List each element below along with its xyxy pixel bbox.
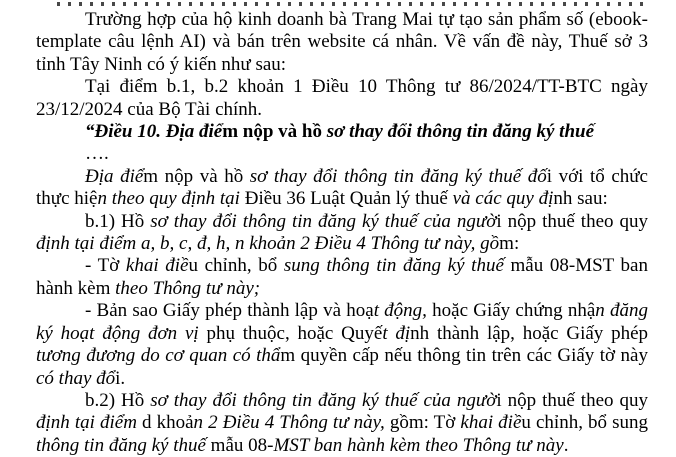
- text-segment: sơ thay đổi thông tin đăng ký thuế: [326, 121, 595, 143]
- text-segment: thông tin đăng ký thuế: [36, 434, 211, 456]
- text-segment: định tại điểm: [36, 412, 143, 434]
- heading-article-10: [36, 121, 648, 143]
- text-segment: d khoả: [142, 412, 194, 434]
- text-segment: và các quy đị: [452, 188, 554, 210]
- text-segment: n 2 Điều 4 Thông tư này,: [193, 412, 390, 434]
- text-segment: - Bản sao Giấy phép thành lập và hoạ: [85, 300, 374, 322]
- text-segment: .: [563, 434, 569, 456]
- text-segment: t động,: [373, 300, 433, 322]
- text-segment: b.2) Hồ: [85, 389, 151, 411]
- text-segment: m nộp và hồ: [143, 165, 250, 187]
- paragraph-point-b1: [36, 211, 648, 256]
- text-segment: sơ thay đổi thông tin đăng ký thuế đố: [249, 165, 547, 187]
- text-segment: có thay đổ: [36, 367, 116, 389]
- text-segment: - Tờ: [85, 255, 126, 277]
- text-segment: phụ thuộc, hoặc Quyế: [206, 322, 383, 344]
- text-segment: “Điều 10. Địa điể: [85, 121, 223, 143]
- text-segment: nh sau:: [553, 188, 608, 210]
- text-segment: u chỉnh, bổ: [188, 255, 284, 277]
- text-segment: gồm: Tờ: [389, 412, 461, 434]
- text-segment: i nộp thuế theo quy: [496, 389, 648, 411]
- paragraph-article-10-intro: [36, 166, 648, 211]
- paragraph-case-description: [36, 9, 648, 76]
- text-segment: n theo quy định tại: [97, 188, 245, 210]
- text-segment: b.1) Hồ: [85, 210, 151, 232]
- text-segment: Tại điểm b.1, b.2 khoản 1 Điều 10 Thông tư 86/2024/TT-BTC ngày 23/12/2024 của Bộ Tài chính.: [36, 76, 648, 120]
- text-segment: i nộp thuế theo quy: [496, 210, 648, 232]
- text-segment: tương đương do cơ quan có thẩ: [36, 345, 281, 367]
- text-segment: sung thông tin đăng ký thuế: [283, 255, 511, 277]
- text-segment: khai điề: [460, 412, 522, 434]
- text-segment: m nộp và hồ: [222, 121, 327, 143]
- paragraph-point-b2: [36, 390, 648, 457]
- text-segment: theo Thông tư này;: [115, 277, 261, 299]
- clipped-text-fragments: [57, 2, 645, 6]
- text-segment: định tại điểm a, b, c, đ, h, n khoản 2 Điều 4 Thông tư này, gồ: [36, 233, 500, 255]
- text-segment: m quyền cấp nếu thông tin trên các Giấy tờ này: [280, 345, 648, 367]
- text-segment: nh thành lập, hoặc Giấy phép: [410, 322, 649, 344]
- text-segment: i với tổ chức thực hiệ: [36, 165, 648, 210]
- list-item-license-copy: [36, 300, 648, 390]
- list-item-declaration-form: [36, 255, 648, 300]
- text-segment: sơ thay đổi thông tin đăng ký thuế của ngườ: [150, 389, 497, 411]
- text-segment: Trường hợp của hộ kinh doanh bà Trang Mai tự tạo sản phẩm số (ebook-template câu lệnh AI) và bán trên website cá nhân. Về vấn đề này, Thuế sở 3 tỉnh Tây Ninh có ý kiến như sau:: [36, 9, 648, 75]
- text-segment: n đăng ký hoạt động đơn vị: [36, 300, 649, 344]
- text-segment: i.: [115, 367, 126, 389]
- text-segment: u chỉnh, bổ sung: [521, 412, 648, 434]
- text-segment: mẫu 08-: [210, 434, 274, 456]
- text-segment: khai điề: [125, 255, 189, 277]
- text-segment: Điều 36 Luật Quản lý thuế: [244, 188, 453, 210]
- ellipsis-line: ….: [85, 143, 109, 165]
- text-segment: mẫu 08-MST ban hành kèm: [36, 255, 648, 299]
- text-segment: hoặc Giấy chứng nhậ: [432, 300, 596, 322]
- text-segment: Địa điể: [85, 165, 144, 187]
- paragraph-legal-reference: [36, 76, 648, 121]
- text-segment: m:: [499, 233, 520, 255]
- text-segment: sơ thay đổi thông tin đăng ký thuế của ngườ: [150, 210, 497, 232]
- text-segment: t đị: [382, 322, 411, 344]
- text-segment: MST ban hành kèm theo Thông tư này: [273, 434, 564, 456]
